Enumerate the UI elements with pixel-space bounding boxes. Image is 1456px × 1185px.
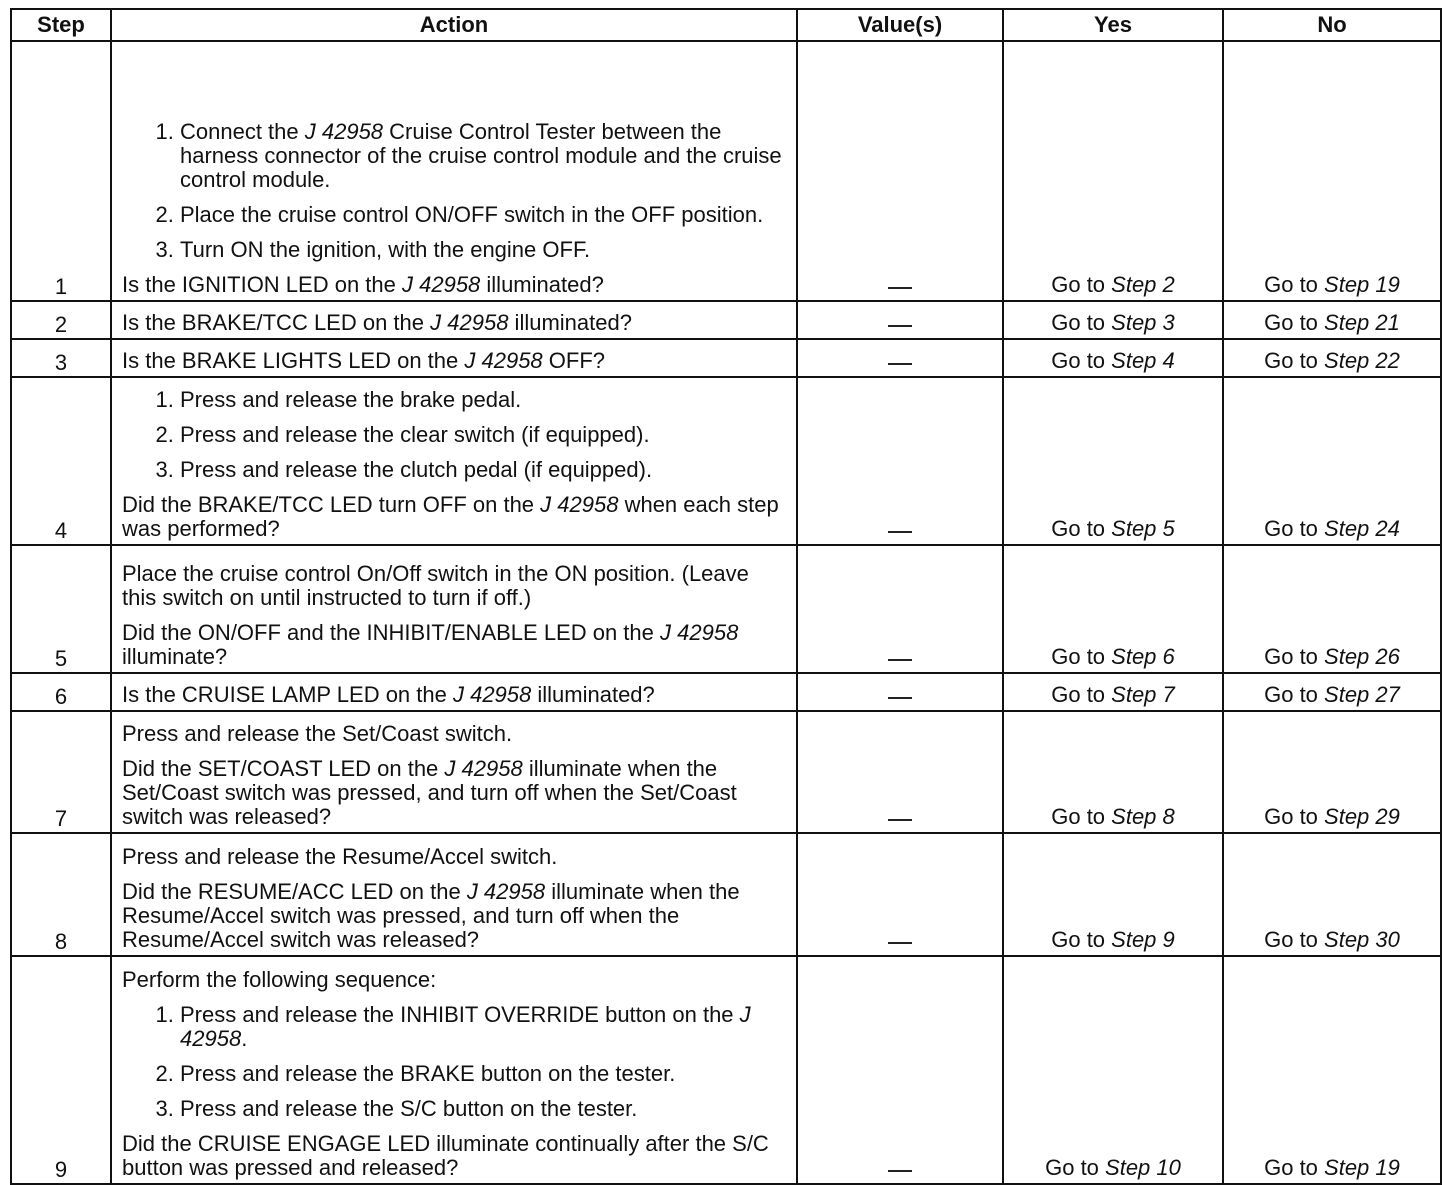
yes-step-ref: Step 2 bbox=[1111, 272, 1175, 297]
action-step: 1. Press and release the INHIBIT OVERRIDE button on the J 42958. bbox=[180, 1003, 788, 1051]
action-steps-list bbox=[122, 120, 788, 262]
no-cell: Go to Step 21 bbox=[1223, 301, 1441, 339]
table-row bbox=[11, 41, 1441, 301]
action-question: Did the ON/OFF and the INHIBIT/ENABLE LED on the J 42958 illuminate? bbox=[122, 620, 739, 669]
no-value-dash bbox=[888, 1170, 912, 1172]
no-step-ref: Step 22 bbox=[1324, 348, 1400, 373]
table-row bbox=[11, 673, 1441, 711]
tool-ref: J 42958 bbox=[430, 310, 509, 335]
table-row bbox=[11, 956, 1441, 1184]
action-question: Did the RESUME/ACC LED on the J 42958 illuminate when the Resume/Accel switch was pressed, and turn off when the Resume/Accel switch was released? bbox=[122, 879, 740, 952]
yes-cell: Go to Step 5 bbox=[1003, 377, 1223, 545]
yes-cell: Go to Step 10 bbox=[1003, 956, 1223, 1184]
no-step-ref: Step 21 bbox=[1324, 310, 1400, 335]
action-question: Did the SET/COAST LED on the J 42958 illuminate when the Set/Coast switch was pressed, and turn off when the Set/Coast switch was released? bbox=[122, 756, 737, 829]
table-row bbox=[11, 339, 1441, 377]
yes-step-ref: Step 4 bbox=[1111, 348, 1175, 373]
yes-step-ref: Step 3 bbox=[1111, 310, 1175, 335]
value-cell bbox=[797, 545, 1003, 673]
action-intro: Perform the following sequence: bbox=[122, 967, 437, 992]
no-value-dash bbox=[888, 287, 912, 289]
no-cell: Go to Step 24 bbox=[1223, 377, 1441, 545]
no-step-ref: Step 24 bbox=[1324, 516, 1400, 541]
action-step: 1. Press and release the brake pedal. bbox=[180, 388, 788, 412]
no-step-ref: Step 19 bbox=[1324, 1155, 1400, 1180]
step-number: 5 bbox=[11, 545, 111, 673]
yes-step-ref: Step 8 bbox=[1111, 804, 1175, 829]
value-cell bbox=[797, 301, 1003, 339]
no-value-dash bbox=[888, 325, 912, 327]
yes-cell: Go to Step 6 bbox=[1003, 545, 1223, 673]
step-number: 3 bbox=[11, 339, 111, 377]
step-number: 2 bbox=[11, 301, 111, 339]
yes-cell: Go to Step 8 bbox=[1003, 711, 1223, 833]
action-question: Is the CRUISE LAMP LED on the J 42958 illuminated? bbox=[122, 682, 655, 707]
value-cell bbox=[797, 377, 1003, 545]
action-step: 2. Press and release the clear switch (if equipped). bbox=[180, 423, 788, 447]
action-steps-list bbox=[122, 388, 788, 482]
no-value-dash bbox=[888, 697, 912, 699]
action-question: Is the BRAKE/TCC LED on the J 42958 illuminated? bbox=[122, 310, 632, 335]
no-value-dash bbox=[888, 363, 912, 365]
action-step: 3. Press and release the clutch pedal (if equipped). bbox=[180, 458, 788, 482]
header-yes: Yes bbox=[1003, 9, 1223, 41]
no-cell: Go to Step 27 bbox=[1223, 673, 1441, 711]
action-cell bbox=[111, 711, 797, 833]
action-step: 2. Press and release the BRAKE button on the tester. bbox=[180, 1062, 788, 1086]
no-step-ref: Step 19 bbox=[1324, 272, 1400, 297]
step-number: 1 bbox=[11, 41, 111, 301]
action-step: 1. Connect the J 42958 Cruise Control Tester between the harness connector of the cruise control module and the cruise control module. bbox=[180, 120, 788, 192]
step-number: 8 bbox=[11, 833, 111, 956]
tool-ref: J 42958 bbox=[304, 119, 384, 144]
action-steps-list bbox=[122, 1003, 788, 1121]
action-intro: Press and release the Resume/Accel switch. bbox=[122, 844, 558, 869]
step-number: 4 bbox=[11, 377, 111, 545]
no-value-dash bbox=[888, 819, 912, 821]
header-no: No bbox=[1223, 9, 1441, 41]
yes-cell: Go to Step 9 bbox=[1003, 833, 1223, 956]
no-cell: Go to Step 26 bbox=[1223, 545, 1441, 673]
action-cell bbox=[111, 545, 797, 673]
table-row bbox=[11, 833, 1441, 956]
action-step: 2. Place the cruise control ON/OFF switch in the OFF position. bbox=[180, 203, 788, 227]
tool-ref: J 42958 bbox=[444, 756, 523, 781]
action-step: 3. Press and release the S/C button on the tester. bbox=[180, 1097, 788, 1121]
yes-step-ref: Step 5 bbox=[1111, 516, 1175, 541]
yes-step-ref: Step 9 bbox=[1111, 927, 1175, 952]
tool-ref: J 42958 bbox=[464, 348, 543, 373]
step-number: 6 bbox=[11, 673, 111, 711]
action-cell bbox=[111, 41, 797, 301]
no-step-ref: Step 30 bbox=[1324, 927, 1400, 952]
action-cell bbox=[111, 956, 797, 1184]
no-step-ref: Step 29 bbox=[1324, 804, 1400, 829]
no-cell: Go to Step 22 bbox=[1223, 339, 1441, 377]
no-step-ref: Step 26 bbox=[1324, 644, 1400, 669]
tool-ref: J 42958 bbox=[660, 620, 739, 645]
action-intro: Press and release the Set/Coast switch. bbox=[122, 721, 513, 746]
yes-cell: Go to Step 2 bbox=[1003, 41, 1223, 301]
no-cell: Go to Step 19 bbox=[1223, 956, 1441, 1184]
table-body bbox=[11, 41, 1441, 1184]
no-value-dash bbox=[888, 531, 912, 533]
header-action: Action bbox=[111, 9, 797, 41]
value-cell bbox=[797, 673, 1003, 711]
tool-ref: J 42958 bbox=[540, 492, 619, 517]
action-question: Is the IGNITION LED on the J 42958 illuminated? bbox=[122, 272, 604, 297]
table-row bbox=[11, 377, 1441, 545]
header-values: Value(s) bbox=[797, 9, 1003, 41]
table-header-row bbox=[11, 9, 1441, 41]
action-cell bbox=[111, 377, 797, 545]
no-cell: Go to Step 19 bbox=[1223, 41, 1441, 301]
action-cell bbox=[111, 673, 797, 711]
value-cell bbox=[797, 833, 1003, 956]
no-value-dash bbox=[888, 942, 912, 944]
step-number: 9 bbox=[11, 956, 111, 1184]
action-step: 3. Turn ON the ignition, with the engine OFF. bbox=[180, 238, 788, 262]
header-step: Step bbox=[11, 9, 111, 41]
action-question: Did the BRAKE/TCC LED turn OFF on the J 42958 when each step was performed? bbox=[122, 492, 779, 541]
tool-ref: J 42958 bbox=[180, 1002, 751, 1051]
step-number: 7 bbox=[11, 711, 111, 833]
action-cell bbox=[111, 339, 797, 377]
yes-cell: Go to Step 7 bbox=[1003, 673, 1223, 711]
no-cell: Go to Step 29 bbox=[1223, 711, 1441, 833]
yes-step-ref: Step 10 bbox=[1105, 1155, 1181, 1180]
yes-cell: Go to Step 3 bbox=[1003, 301, 1223, 339]
no-value-dash bbox=[888, 659, 912, 661]
action-cell bbox=[111, 301, 797, 339]
table-row bbox=[11, 301, 1441, 339]
tool-ref: J 42958 bbox=[402, 272, 481, 297]
table-row bbox=[11, 711, 1441, 833]
no-step-ref: Step 27 bbox=[1324, 682, 1400, 707]
tool-ref: J 42958 bbox=[452, 682, 532, 707]
value-cell bbox=[797, 956, 1003, 1184]
value-cell bbox=[797, 339, 1003, 377]
value-cell bbox=[797, 41, 1003, 301]
action-intro: Place the cruise control On/Off switch in the ON position. (Leave this switch on until instructed to turn if off.) bbox=[122, 561, 749, 610]
no-cell: Go to Step 30 bbox=[1223, 833, 1441, 956]
diagnostic-table bbox=[10, 8, 1442, 1185]
yes-step-ref: Step 6 bbox=[1111, 644, 1175, 669]
action-question: Did the CRUISE ENGAGE LED illuminate continually after the S/C button was pressed and released? bbox=[122, 1131, 769, 1180]
yes-cell: Go to Step 4 bbox=[1003, 339, 1223, 377]
yes-step-ref: Step 7 bbox=[1111, 682, 1175, 707]
value-cell bbox=[797, 711, 1003, 833]
action-cell bbox=[111, 833, 797, 956]
tool-ref: J 42958 bbox=[466, 879, 546, 904]
table-row bbox=[11, 545, 1441, 673]
action-question: Is the BRAKE LIGHTS LED on the J 42958 OFF? bbox=[122, 348, 606, 373]
